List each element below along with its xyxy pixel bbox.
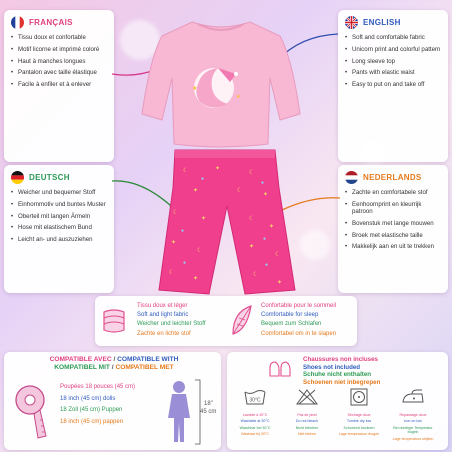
feature-item: • Pants with elastic waist bbox=[345, 69, 441, 76]
svg-text:☾: ☾ bbox=[169, 270, 175, 276]
compatibility-card bbox=[4, 352, 221, 450]
measure-cm: 45 cm bbox=[200, 409, 217, 415]
feature-item: • Makkelijk aan en uit te trekken bbox=[345, 243, 441, 250]
care-label: Nicht bleichen bbox=[295, 425, 319, 430]
feature-item: • Unicorn print and colorful pattern bbox=[345, 46, 441, 53]
svg-text:●: ● bbox=[201, 176, 205, 182]
lang-card-french bbox=[4, 10, 114, 162]
svg-text:●: ● bbox=[183, 260, 187, 266]
doll-silhouette-icon bbox=[164, 378, 194, 446]
feature-text: Confortable pour le sommeil bbox=[261, 303, 337, 309]
svg-text:●: ● bbox=[265, 262, 269, 268]
svg-text:☾: ☾ bbox=[183, 168, 189, 174]
care-label: Lage temperatuur drogen bbox=[338, 432, 380, 437]
feature-item: • Oberteil mit langen Ärmeln bbox=[11, 213, 107, 220]
svg-text:✦: ✦ bbox=[215, 166, 221, 172]
fabric-icon bbox=[101, 306, 127, 336]
iron-low-icon bbox=[400, 388, 426, 406]
care-label: Washable at 30°C bbox=[240, 419, 270, 424]
shoes-note: Chaussures non incluses Shoes not included Schuhe nicht enthalten Schoenen niet inbegrepen bbox=[303, 356, 381, 386]
lang-title: ENGLISH bbox=[363, 18, 401, 27]
size-text: 18 inch (45 cm) pappen bbox=[60, 418, 124, 425]
svg-text:✦: ✦ bbox=[249, 244, 255, 250]
svg-text:☾: ☾ bbox=[249, 216, 255, 222]
svg-text:☾: ☾ bbox=[253, 272, 259, 278]
svg-text:✦: ✦ bbox=[193, 188, 199, 194]
feature-text: Tissu doux et léger bbox=[137, 303, 188, 309]
feature-item: • Weicher und bequemer Stoff bbox=[11, 189, 107, 196]
svg-text:✦: ✦ bbox=[277, 280, 283, 286]
care-label: Pas de javel bbox=[297, 413, 317, 417]
germany-flag-icon bbox=[11, 171, 24, 184]
care-label: Schonend trocknen bbox=[343, 425, 375, 430]
svg-text:★: ★ bbox=[192, 86, 198, 92]
care-label: Repassage doux bbox=[399, 413, 427, 417]
feature-item: • Soft and comfortable fabric bbox=[345, 34, 441, 41]
feature-text: Comfortable for sleep bbox=[261, 312, 319, 319]
care-card bbox=[227, 352, 448, 450]
feature-item: • Facile à enfiler et à enlever bbox=[11, 81, 107, 88]
measure-inches: 18" bbox=[204, 401, 213, 407]
care-item bbox=[233, 388, 277, 437]
svg-text:✦: ✦ bbox=[171, 240, 177, 246]
care-label: Lavable à 30°C bbox=[242, 413, 268, 417]
feature-text: Zachte en lichte stof bbox=[137, 330, 191, 337]
no-bleach-icon bbox=[295, 388, 319, 406]
feature-item: • Motif licorne et imprimé coloré bbox=[11, 46, 107, 53]
svg-text:✦: ✦ bbox=[201, 216, 207, 222]
lang-title: NEDERLANDS bbox=[363, 173, 422, 182]
svg-text:☾: ☾ bbox=[249, 170, 255, 176]
feature-item: • Zachte en comfortabele stof bbox=[345, 189, 441, 196]
netherlands-flag-icon bbox=[345, 171, 358, 184]
uk-flag-icon bbox=[345, 16, 358, 29]
svg-text:★: ★ bbox=[236, 94, 241, 100]
feature-text: Comfortabel om in te slapen bbox=[261, 330, 337, 337]
care-label: Lage temperatuur strijken bbox=[392, 436, 434, 441]
feature-item: • Bovenstuk met lange mouwen bbox=[345, 220, 441, 227]
care-label: Wasbaar bij 30°C bbox=[241, 432, 269, 437]
lang-title: DEUTSCH bbox=[29, 173, 70, 182]
size-text: 18 inch (45 cm) dolls bbox=[60, 395, 116, 402]
feature-item: • Einhornmotiv und buntes Muster bbox=[11, 201, 107, 208]
features-card bbox=[95, 296, 357, 346]
wash-30-icon bbox=[243, 388, 267, 406]
lang-card-dutch bbox=[338, 165, 448, 293]
care-label: Tumble dry low bbox=[346, 419, 372, 424]
care-label: Do not bleach bbox=[295, 419, 319, 424]
lang-title: FRANÇAIS bbox=[29, 18, 73, 27]
feature-item: • Hose mit elastischem Bund bbox=[11, 224, 107, 231]
feature-item: • Pantalon avec taille élastique bbox=[11, 69, 107, 76]
svg-text:☾: ☾ bbox=[197, 248, 203, 254]
pajama-pants-image bbox=[153, 148, 298, 296]
wash-temp-text: 30°C bbox=[249, 397, 261, 404]
care-label: Waschbar bei 30°C bbox=[239, 425, 271, 430]
svg-text:☾: ☾ bbox=[275, 252, 281, 258]
feature-item: • Easy to put on and take off bbox=[345, 81, 441, 88]
feather-icon bbox=[229, 304, 255, 338]
svg-text:●: ● bbox=[263, 236, 267, 242]
size-text: Poupées 18 pouces (45 cm) bbox=[60, 384, 136, 390]
france-flag-icon bbox=[11, 16, 24, 29]
shoes-icon bbox=[267, 358, 293, 380]
svg-text:☾: ☾ bbox=[237, 188, 243, 194]
feature-text: Bequem zum Schlafen bbox=[261, 321, 322, 328]
care-item bbox=[337, 388, 381, 437]
care-label: Séchage doux bbox=[347, 413, 371, 417]
care-item bbox=[391, 388, 435, 441]
lang-card-german bbox=[4, 165, 114, 293]
care-label: Bei niedriger Temperatur bügeln bbox=[393, 425, 433, 435]
feature-item: • Haut à manches longues bbox=[11, 58, 107, 65]
measuring-tape-icon bbox=[12, 380, 52, 440]
care-label: Niet bleken bbox=[298, 432, 316, 437]
feature-item: • Leicht an- und auszuziehen bbox=[11, 236, 107, 243]
size-text: 18 Zoll (45 cm) Puppen bbox=[60, 407, 123, 414]
svg-text:✦: ✦ bbox=[263, 192, 269, 198]
svg-text:●: ● bbox=[261, 180, 265, 186]
feature-text: Soft and light fabric bbox=[137, 312, 189, 319]
care-label: Iron on low bbox=[404, 419, 422, 424]
compatibility-heading: COMPATIBLE AVEC / COMPATIBLE WITH KOMPATIBEL MIT / COMPATIBEL MET bbox=[49, 356, 179, 371]
svg-text:✦: ✦ bbox=[269, 224, 275, 230]
feature-item: • Broek met elastische taille bbox=[345, 232, 441, 239]
feature-text: Weicher und leichter Stoff bbox=[137, 321, 206, 328]
feature-item: • Tissu doux et confortable bbox=[11, 34, 107, 41]
feature-item: • Long sleeve top bbox=[345, 58, 441, 65]
pajama-top-image bbox=[140, 18, 302, 150]
lang-card-english bbox=[338, 10, 448, 162]
svg-text:●: ● bbox=[181, 228, 185, 234]
feature-item: • Eenhoornprint en kleurrijk patroon bbox=[345, 201, 441, 215]
tumble-dry-low-icon bbox=[347, 388, 371, 406]
svg-text:✦: ✦ bbox=[193, 276, 199, 282]
svg-text:☾: ☾ bbox=[173, 210, 179, 216]
background-bokeh bbox=[300, 230, 330, 260]
care-item bbox=[285, 388, 329, 437]
